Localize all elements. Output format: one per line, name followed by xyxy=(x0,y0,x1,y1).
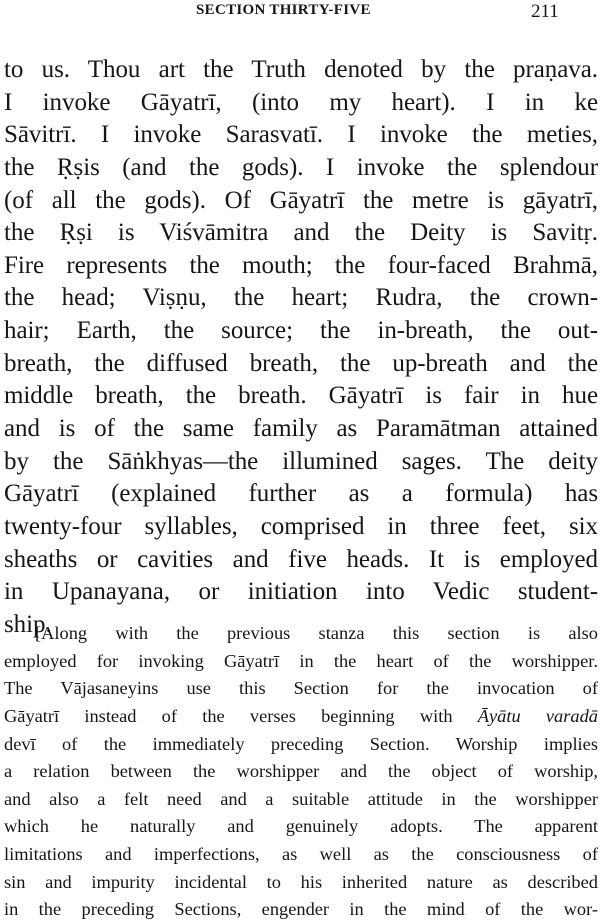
page-number: 211 xyxy=(531,1,559,22)
verse-line: by the Sāṅkhyas—the illumined sages. The deity xyxy=(4,447,598,475)
commentary-line: devī of the immediately preceding Section. Worship implies xyxy=(4,733,598,754)
verse-line: hair; Earth, the source; the in-breath, the out- xyxy=(4,317,598,345)
commentary-line: and also a felt need and a suitable attitude in the worshipper xyxy=(4,788,598,809)
verse-line: I invoke Gāyatrī, (into my heart). I in ke xyxy=(4,88,598,116)
commentary-line: sin and impurity incidental to his inherited nature as described xyxy=(4,871,598,892)
commentary-line-with-italic xyxy=(4,703,598,731)
verse-line: sheaths or cavities and five heads. It is employed xyxy=(4,545,598,573)
running-head xyxy=(0,2,600,26)
commentary-line: limitations and imperfections, as well as the consciousness of xyxy=(4,844,598,865)
commentary-line: in the preceding Sections, engender in the mind of the wor- xyxy=(4,899,598,920)
verse-line: (of all the gods). Of Gāyatrī the metre is gāyatrī, xyxy=(4,186,598,214)
commentary-line-text: Gāyatrī instead of the verses beginning with xyxy=(4,705,478,726)
verse-line: and is of the same family as Paramātman attained xyxy=(4,415,598,443)
verse-translation xyxy=(4,54,598,642)
verse-line: twenty-four syllables, comprised in three feet, six xyxy=(4,512,598,540)
verse-line: to us. Thou art the Truth denoted by the praṇava. xyxy=(4,56,598,83)
commentary-line: The Vājasaneyins use this Section for the invocation of xyxy=(4,678,598,699)
verse-line: the head; Viṣṇu, the heart; Rudra, the crown- xyxy=(4,284,598,312)
section-title: SECTION THIRTY-FIVE xyxy=(196,2,371,18)
commentary-line: employed for invoking Gāyatrī in the heart of the worshipper. xyxy=(4,650,598,671)
verse-line: the Ṛṣis (and the gods). I invoke the splendour xyxy=(4,153,598,181)
italic-verse-title: Āyātu varadā xyxy=(477,705,598,726)
commentary xyxy=(4,620,598,924)
commentary-line: which he naturally and genuinely adopts. The apparent xyxy=(4,816,598,837)
verse-line: breath, the diffused breath, the up-breath and the xyxy=(4,349,598,377)
verse-line: ship. xyxy=(4,610,52,638)
verse-line: Sāvitrī. I invoke Sarasvatī. I invoke the meties, xyxy=(4,121,598,149)
commentary-line: [Along with the previous stanza this section is also xyxy=(35,623,598,643)
commentary-line: a relation between the worshipper and the object of worship, xyxy=(4,761,598,782)
verse-line: in Upanayana, or initiation into Vedic student- xyxy=(4,578,598,606)
verse-line: Fire represents the mouth; the four-faced Brahmā, xyxy=(4,251,598,279)
verse-line: Gāyatrī (explained further as a formula) has xyxy=(4,480,598,508)
verse-line: the Ṛṣi is Viśvāmitra and the Deity is Savitṛ. xyxy=(4,219,598,247)
verse-line: middle breath, the breath. Gāyatrī is fair in hue xyxy=(4,382,598,410)
